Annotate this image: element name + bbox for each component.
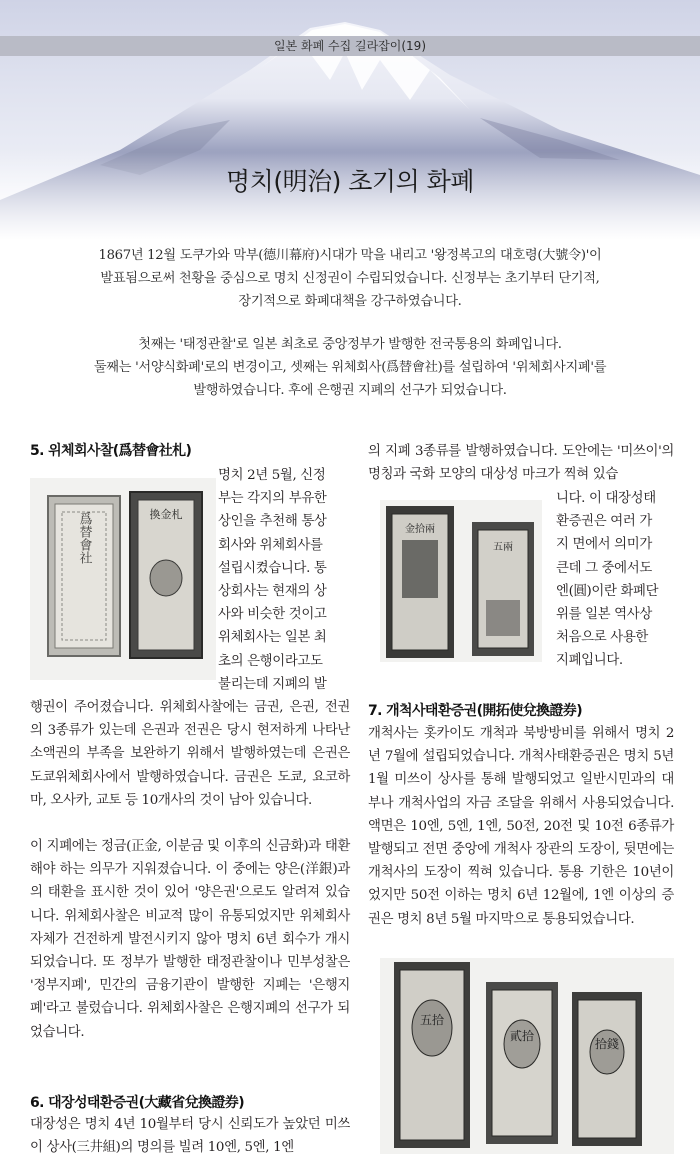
- text-line: 환증권은 여러 가: [556, 514, 652, 530]
- intro-line: 장기적으로 화폐대책을 강구하였습니다.: [238, 294, 462, 309]
- section-6-body: [30, 1113, 350, 1159]
- section-5-photo: [30, 478, 216, 680]
- svg-text:拾錢: 拾錢: [594, 1037, 620, 1051]
- paragraph: 이 지폐에는 정금(正金, 이분금 및 이후의 신금화)과 태환해야 하는 의무가 지워졌습니다. 이 중에는 양은(洋銀)과의 태환을 표시한 것이 있어 '양은권'으로도 알려져 있습니다. 위체회사찰은 비교적 많이 유통되었지만 위체회사 자체가 건전하게 발전시키지 않아 명치 6년 회수가 개시되었습니다. 또 정부가 발행한 태정관찰이나 민부성찰은 '정부지폐', 민간의 금융기관이 발행한 지폐는 '은행지폐'라고 불렀습니다. 위체회사찰은 은행지폐의 선구가 되었습니다.: [30, 839, 350, 1040]
- banknote-image: [30, 478, 216, 680]
- text-line: 명치 2년 5월, 신정: [218, 468, 326, 483]
- intro-line: 1867년 12월 도쿠가와 막부(德川幕府)시대가 막을 내리고 '왕정복고의 대호령(大號令)'이: [98, 248, 602, 263]
- text-line: 초의 은행이라고도: [218, 653, 323, 669]
- section-6-photo: [380, 500, 542, 662]
- text-line: 위체회사는 일본 최: [218, 630, 327, 646]
- section-6-continuation: [368, 440, 674, 486]
- text-line: 설립시켰습니다. 통: [218, 560, 327, 576]
- text-line: 불리는데 지폐의 발: [218, 676, 327, 692]
- text-line: 처음으로 사용한: [556, 630, 649, 646]
- banknote-image: [380, 500, 542, 662]
- text-line: 엔(圓)이란 화폐단: [556, 583, 659, 599]
- svg-text:爲替會社: 爲替會社: [76, 512, 92, 564]
- svg-text:五兩: 五兩: [493, 542, 513, 553]
- intro-line: 둘째는 '서양식화폐'로의 변경이고, 셋째는 위체회사(爲替會社)를 설립하여 '위체회사지폐'를: [93, 360, 607, 375]
- paragraph: 개척사는 홋카이도 개척과 북방방비를 위해서 명치 2년 7월에 설립되었습니다. 개척사태환증권은 명치 5년 1월 미쓰이 상사를 통해 발행되었고 일반시민과의 대부나 개척사업의 자금 조달을 위해서 사용되었습니다. 액면은 10엔, 5엔, 1엔, 50전, 20전 및 10전 6종류가 발행되고 전면 중앙에 개척사 장관의 도장이, 뒷면에는 개척사의 도장이 찍혀 있습니다. 통용 기한은 10년이었지만 50전 이하는 명치 6년 12월에, 1엔 이상의 증권은 명치 8년 5월 마지막으로 통용되었습니다.: [368, 726, 674, 927]
- intro-line: 발표됨으로써 천황을 중심으로 명치 신정권이 수립되었습니다. 신정부는 초기부터 단기적,: [100, 271, 600, 286]
- intro-line: 첫째는 '태정관찰'로 일본 최초로 중앙정부가 발행한 전국통용의 화폐입니다.: [138, 337, 562, 352]
- text-line: 사와 비슷한 것이고: [218, 607, 327, 623]
- paragraph: 대장성은 명치 4년 10월부터 당시 신뢰도가 높았던 미쓰이 상사(三井組)의 명의를 빌려 10엔, 5엔, 1엔: [30, 1117, 350, 1156]
- svg-text:換金札: 換金札: [149, 508, 183, 521]
- intro-paragraph-2: [30, 333, 670, 402]
- series-label-bar: 일본 화폐 수집 길라잡이(19): [0, 36, 700, 56]
- svg-text:金拾兩: 金拾兩: [405, 524, 435, 535]
- paragraph: 행권이 주어졌습니다. 위체회사찰에는 금권, 은권, 전권의 3종류가 있는데 은권과 전권은 당시 현저하게 나타난 소액권의 부족을 보완하기 위해서 발행하였는데 은권은 도쿄위체회사에서 발행하였습니다. 금권은 도쿄, 요코하마, 오사카, 교토 등 10개사의 것이 남아 있습니다.: [30, 700, 350, 808]
- section-5-body: [30, 696, 350, 1044]
- section-7-body: [368, 722, 674, 931]
- text-line: 지폐입니다.: [556, 653, 623, 669]
- page-title: 명치(明治) 초기의 화폐: [226, 167, 474, 196]
- text-line: 회사와 위체회사를: [218, 537, 323, 553]
- svg-text:五拾: 五拾: [419, 1013, 445, 1027]
- section-5-heading: 5. 위체회사찰(爲替會社札): [30, 443, 192, 459]
- section-7-photo: [380, 958, 674, 1154]
- section-6-narrow-text: [556, 487, 674, 673]
- text-line: 큰데 그 중에서도: [556, 560, 652, 576]
- paragraph: 의 지폐 3종류를 발행하였습니다. 도안에는 '미쓰이'의 명칭과 국화 모양의 대상성 마크가 찍혀 있습: [368, 444, 674, 483]
- section-5-narrow-text: [218, 464, 350, 696]
- intro-paragraph-1: [30, 244, 670, 313]
- svg-text:貳拾: 貳拾: [509, 1029, 535, 1043]
- section-7-heading: 7. 개척사태환증권(開拓使兌換證券): [368, 703, 582, 719]
- text-line: 상인을 추천해 통상: [218, 514, 327, 530]
- text-line: 상회사는 현재의 상: [218, 584, 327, 600]
- text-line: 부는 각지의 부유한: [218, 491, 327, 507]
- banknote-image: [380, 958, 674, 1154]
- section-6-heading: 6. 대장성태환증권(大藏省兌換證券): [30, 1095, 244, 1111]
- text-line: 지 면에서 의미가: [556, 537, 652, 553]
- text-line: 위를 일본 역사상: [556, 607, 652, 623]
- intro-line: 발행하였습니다. 후에 은행권 지폐의 선구가 되었습니다.: [193, 383, 507, 398]
- text-line: 니다. 이 대장성태: [556, 491, 656, 506]
